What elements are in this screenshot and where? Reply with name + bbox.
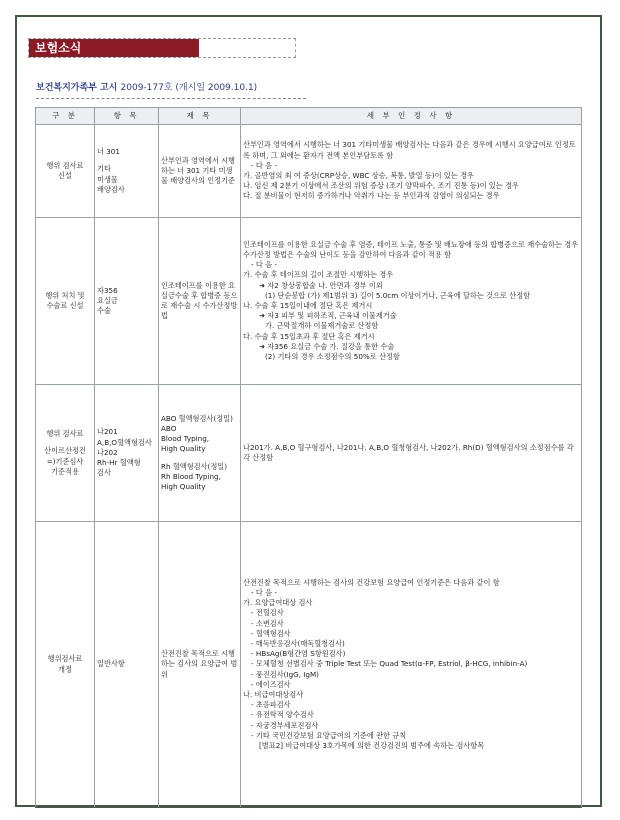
- table-row: [36, 385, 582, 522]
- title-text: 산부인과 영역에서 시행하는 너 301 기타 미생물 배양검사의 인정기준: [161, 155, 236, 186]
- title-text: 산전진찰 목적으로 시행하는 검사의 요양급여 범위: [161, 649, 238, 679]
- detail-line: - 다 음 -: [251, 587, 277, 597]
- detail-line: 나. 비급여대상검사: [243, 690, 304, 700]
- item-text: 나201: [97, 427, 118, 437]
- detail-line: 나201가. A,B,O 혈구형검사, 나201나. A,B,O 혈청형검사, 나202가. Rh(D) 혈액형검사의 소정점수를 각각 산정함: [243, 442, 574, 462]
- detail-line: 가. 근막절개하 이물제거술로 산정함: [265, 321, 379, 331]
- detail-line: - HBsAg(B형간염 S항원검사): [251, 649, 346, 659]
- title-cell: [159, 522, 241, 808]
- item-text: Rh-Hr 혈액형: [97, 458, 141, 468]
- category-text: 기준적용: [51, 466, 79, 476]
- column-header: 세 부 인 정 사 항: [241, 108, 582, 125]
- item-text: 일반사항: [97, 659, 125, 669]
- title-text: ABO: [161, 423, 177, 433]
- detail-line: - 다 음 -: [251, 260, 277, 270]
- title-cell: [159, 385, 241, 522]
- category-text: 개정: [58, 664, 72, 674]
- detail-line: - 풍진검사(IgG, IgM): [251, 669, 319, 679]
- insurance-table: [35, 107, 582, 808]
- item-text: 자356: [97, 285, 118, 295]
- item-text: 요실금: [97, 295, 118, 305]
- detail-line: - 유전학적 양수검사: [251, 710, 314, 720]
- table-row: [36, 125, 582, 218]
- detail-line: - 다 음 -: [251, 160, 277, 170]
- detail-line: 가. 수술 후 테이프의 길이 조절만 시행하는 경우: [243, 270, 394, 280]
- notice-number: 2009-177호 (개시일 2009.10.1): [120, 83, 258, 93]
- column-header: 구 분: [36, 108, 95, 125]
- category-cell: [36, 522, 95, 808]
- category-text: 수술료 신설: [46, 301, 84, 310]
- notice-line: [36, 80, 306, 99]
- title-text: [161, 455, 238, 462]
- title-cell: [159, 218, 241, 385]
- detail-line: - 초음파검사: [251, 700, 291, 710]
- category-text: [38, 439, 92, 446]
- column-header: 제 목: [159, 108, 241, 125]
- table-row: [36, 522, 582, 808]
- item-cell: [95, 522, 159, 808]
- item-text: 수술: [97, 306, 111, 316]
- detail-line: - 혈액형검사: [251, 628, 291, 638]
- category-text: 행위 검사료: [46, 160, 84, 170]
- detail-line: 가. 골반염의 최 여 증상(CRP상승, WBC 상승, 복통, 발열 등)이 있는 경우: [243, 171, 474, 180]
- title-text: Blood Typing,: [161, 434, 210, 444]
- section-title-box: [28, 38, 296, 58]
- category-text: =)기준심사: [46, 456, 84, 466]
- item-text: 기타: [97, 164, 111, 174]
- detail-line: 나. 임신 제 2분기 이상에서 조산의 위험 증상 (조기 양막파수, 조기 진통 등)이 있는 경우: [243, 181, 519, 191]
- detail-line: 인조테이프를 이용한 요실금 수술 후 염증, 테이프 노출, 통증 및 배뇨장애 등의 합병증으로 재수술하는 경우 수가산정 방법은 수술의 난이도 등을 감안하여 다음과 같이 적용 함: [243, 239, 579, 259]
- details-cell: [241, 125, 582, 218]
- item-text: 배양검사: [97, 184, 125, 194]
- details-cell: [241, 385, 582, 522]
- detail-line: - 기타 국민건강보험 요양급여의 기준에 관한 규칙: [251, 730, 407, 740]
- category-cell: [36, 218, 95, 385]
- category-cell: [36, 125, 95, 218]
- details-cell: [241, 218, 582, 385]
- detail-line: - 모체혈청 선별검사 중 Triple Test 또는 Quad Test(α-FP, Estriol, β-HCG, inhibin-A): [251, 659, 528, 669]
- detail-line: 가. 요양급여대상 검사: [243, 598, 313, 608]
- detail-line: ➜ 자3 피부 및 피하조직, 근육내 이물제거술: [259, 311, 397, 321]
- item-cell: [95, 125, 159, 218]
- title-text: Rh 혈액형검사(정밀): [161, 461, 228, 471]
- title-text: Rh Blood Typing,: [161, 471, 221, 481]
- table-row: [36, 218, 582, 385]
- detail-line: [별표2] 비급여대상 3호가목에 의한 건강검진의 범주에 속하는 검사항목: [259, 741, 485, 751]
- title-text: High Quality: [161, 482, 206, 492]
- category-text: 신설: [58, 171, 72, 180]
- detail-line: (2) 기타의 경우 소정점수의 50%로 산정함: [265, 352, 400, 362]
- item-text: 나202: [97, 447, 118, 457]
- title-text: High Quality: [161, 444, 206, 454]
- detail-line: - 소변검사: [251, 618, 284, 628]
- notice-prefix: 보건복지가족부 고시: [36, 83, 118, 93]
- category-text: 행위 검사료: [46, 429, 84, 439]
- item-text: 너 301: [97, 147, 120, 157]
- title-text: ABO 혈액형검사(정밀): [161, 413, 233, 423]
- category-cell: [36, 385, 95, 522]
- category-text: 산이르산정건: [44, 446, 86, 456]
- detail-line: ➜ 자2 창상봉합술 나. 안면과 경부 이외: [259, 280, 383, 290]
- category-text: 행위 처치 및: [45, 290, 85, 300]
- detail-line: 산부인과 영역에서 시행하는 너 301 기타미생물 배양검사는 다음과 같은 경우에 시행시 요양급여로 인정토록 하며, 그 외에는 환자가 전액 본인부담토록 함: [243, 140, 576, 160]
- title-text: 인조테이프를 이용한 요실금수술 후 합병증 등으로 재수술 시 수가산정방법: [161, 280, 238, 321]
- detail-line: - 매독반응검사(매독혈청검사): [251, 638, 345, 648]
- detail-line: - 자궁경부세포진검사: [251, 720, 319, 730]
- column-header: 항 목: [95, 108, 159, 125]
- detail-line: 다. 질 분비물이 현저히 증가하거나 악취가 나는 등 부인과적 감염이 의심되는 경우: [243, 191, 500, 201]
- title-cell: [159, 125, 241, 218]
- item-text: [97, 157, 156, 164]
- detail-line: 산전진찰 목적으로 시행하는 검사의 건강보험 요양급여 인정기준은 다음과 같이 함: [243, 577, 500, 587]
- item-text: A,B,O혈액형검사: [97, 437, 152, 447]
- item-text: 검사: [97, 468, 111, 478]
- item-cell: [95, 385, 159, 522]
- section-title: 보험소식: [29, 39, 199, 57]
- detail-line: 다. 수술 후 15일초과 후 절단 혹은 제거시: [243, 331, 375, 341]
- detail-line: - 전혈검사: [251, 608, 284, 618]
- details-cell: [241, 522, 582, 808]
- detail-line: (1) 단순봉합 (가) 제1범위 3) 길이 5.0cm 이상이거나, 근육에 달하는 것으로 산정함: [265, 290, 531, 300]
- item-text: 미생물: [97, 174, 118, 184]
- category-text: 행위검사료: [47, 654, 83, 664]
- item-cell: [95, 218, 159, 385]
- table-header-row: [36, 108, 582, 125]
- detail-line: 나. 수술 후 15일이내에 절단 혹은 제거시: [243, 301, 373, 310]
- detail-line: ➜ 자356 요실금 수술 가. 질강을 통한 수술: [259, 341, 395, 351]
- detail-line: - 에이즈검사: [251, 679, 291, 689]
